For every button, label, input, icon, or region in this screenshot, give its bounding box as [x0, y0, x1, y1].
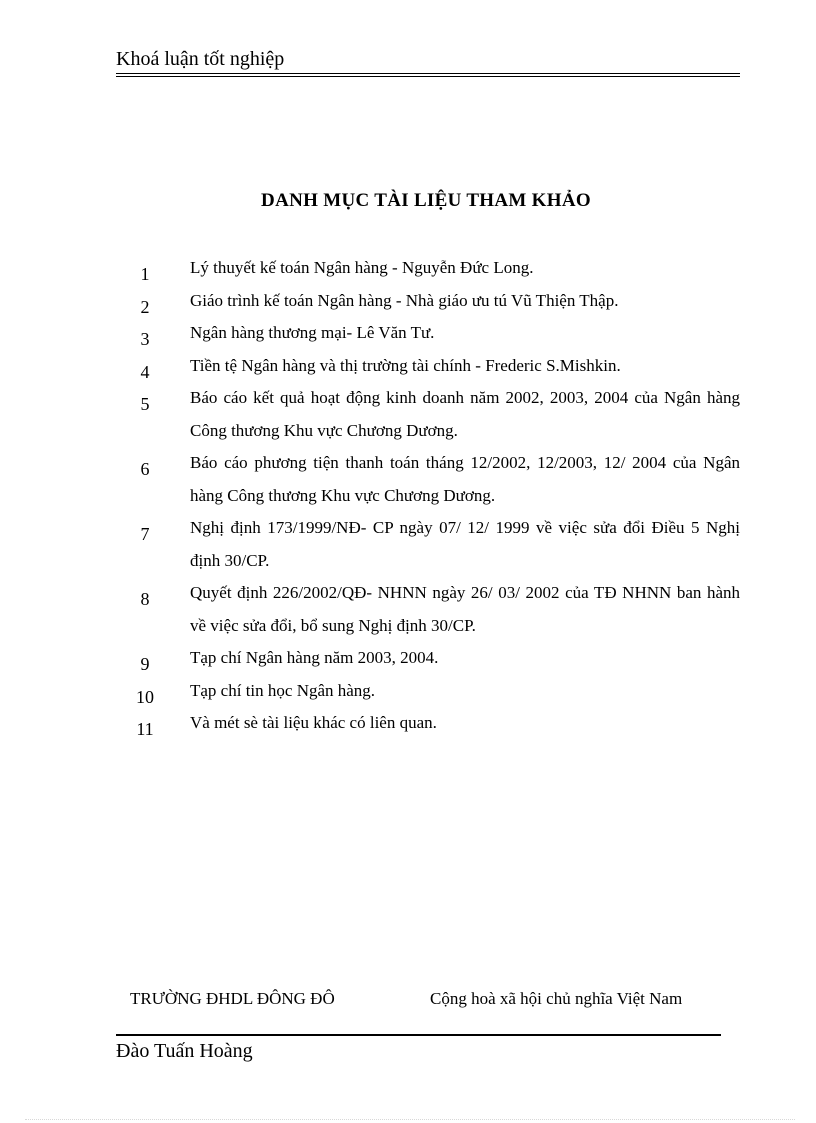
- reference-number: 5: [140, 394, 150, 414]
- reference-number: 9: [140, 654, 150, 674]
- reference-number: 8: [140, 589, 150, 609]
- footer-rule: [116, 1034, 721, 1036]
- reference-text: Nghị định 173/1999/NĐ- CP ngày 07/ 12/ 1999 về việc sửa đổi Điều 5 Nghị định 30/CP.: [190, 518, 740, 570]
- reference-list: [130, 252, 740, 740]
- reference-text: Quyết định 226/2002/QĐ- NHNN ngày 26/ 03/ 2002 của TĐ NHNN ban hành về việc sửa đổi, bổ sung Nghị định 30/CP.: [190, 583, 740, 635]
- reference-number: 10: [136, 686, 154, 707]
- reference-text: Tạp chí Ngân hàng năm 2003, 2004.: [190, 648, 439, 667]
- reference-text: Giáo trình kế toán Ngân hàng - Nhà giáo ưu tú Vũ Thiện Thập.: [190, 290, 619, 310]
- page-bottom-dotted-border: [25, 1119, 795, 1120]
- reference-item: [130, 447, 740, 512]
- reference-text: Và mét sè tài liệu khác có liên quan.: [190, 713, 437, 732]
- footer-author-name: Đào Tuấn Hoàng: [116, 1040, 253, 1062]
- reference-text: Tiền tệ Ngân hàng và thị trường tài chính - Frederic S.Mishkin.: [190, 355, 621, 375]
- reference-text: Ngân hàng thương mại- Lê Văn Tư.: [190, 323, 435, 342]
- reference-number: 1: [140, 264, 150, 284]
- footer-national-motto: Cộng hoà xã hội chủ nghĩa Việt Nam: [430, 989, 683, 1008]
- reference-item: [130, 350, 740, 383]
- reference-text: Tạp chí tin học Ngân hàng.: [190, 680, 376, 700]
- reference-text: Báo cáo kết quả hoạt động kinh doanh năm 2002, 2003, 2004 của Ngân hàng Công thương Khu vực Chương Dương.: [190, 388, 740, 440]
- reference-item: [130, 707, 740, 740]
- reference-number: 7: [140, 524, 150, 544]
- reference-item: [130, 382, 740, 447]
- reference-text: Báo cáo phương tiện thanh toán tháng 12/2002, 12/2003, 12/ 2004 của Ngân hàng Công thương Khu vực Chương Dương.: [190, 453, 740, 505]
- reference-number: 11: [136, 719, 154, 739]
- reference-number: 6: [140, 459, 150, 479]
- reference-item: [130, 675, 740, 708]
- reference-item: [130, 642, 740, 675]
- reference-number: 2: [140, 296, 150, 317]
- reference-item: [130, 317, 740, 350]
- reference-number: 3: [140, 329, 150, 349]
- footer-school-name: TRƯỜNG ĐHDL ĐÔNG ĐÔ: [130, 989, 335, 1008]
- reference-item: [130, 285, 740, 318]
- references-heading: DANH MỤC TÀI LIỆU THAM KHẢO: [261, 190, 591, 211]
- reference-item: [130, 577, 740, 642]
- header-double-rule: [116, 73, 740, 77]
- reference-number: 4: [140, 361, 150, 382]
- page-header-title: Khoá luận tốt nghiệp: [116, 48, 285, 70]
- reference-item: [130, 512, 740, 577]
- reference-text: Lý thuyết kế toán Ngân hàng - Nguyễn Đức Long.: [190, 258, 534, 277]
- reference-item: [130, 252, 740, 285]
